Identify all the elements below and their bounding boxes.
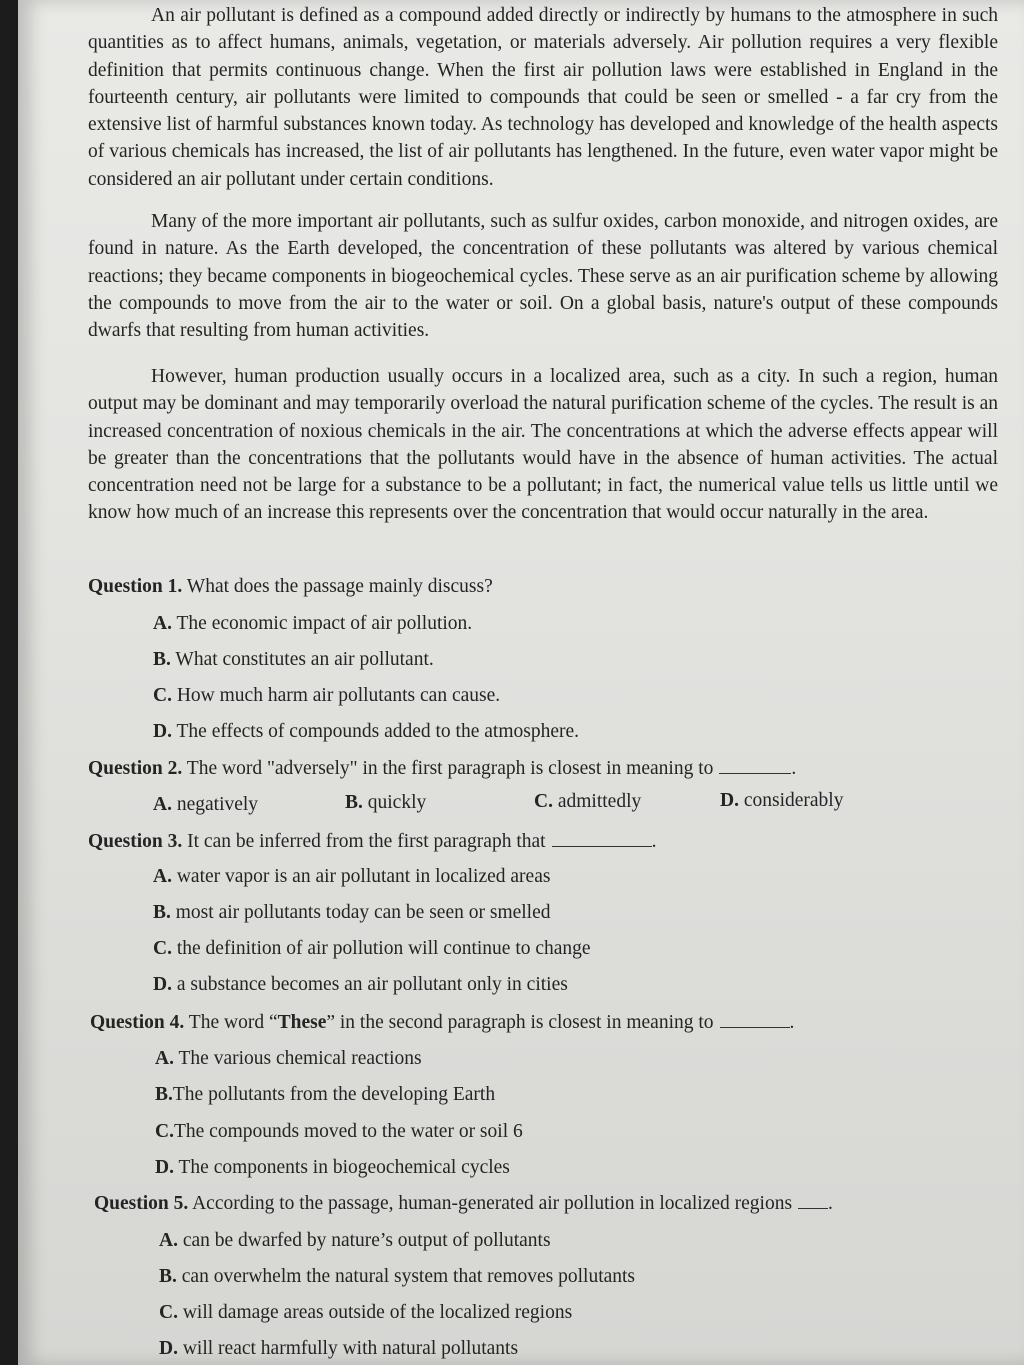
option-d[interactable] (153, 974, 568, 996)
question-end: . (791, 758, 797, 779)
option-letter: D. (153, 974, 172, 995)
answer-blank[interactable] (720, 1011, 790, 1028)
question-stem (94, 1192, 833, 1215)
option-letter: A. (153, 794, 172, 815)
option-letter: A. (155, 1048, 174, 1069)
option-c[interactable] (155, 1121, 523, 1143)
option-c[interactable] (534, 791, 641, 813)
passage-paragraph-1: An air pollutant is defined as a compound added directly or indirectly by humans to the atmosphere in such quantities as to affect humans, animals, vegetation, or materials adversely. Air pollution requires a very flexible definition that permits continuous change. When the first air pollution laws were established in England in the fourteenth century, air pollutants were limited to compounds that could be seen or smelled - a far cry from the extensive list of harmful substances known today. As technology has developed and knowledge of the health aspects of various chemicals has increased, the list of air pollutants has lengthened. In the future, even water vapor might be considered an air pollutant under certain conditions. (88, 5, 998, 190)
option-letter: A. (153, 866, 172, 887)
question-label: Question 3. (88, 831, 183, 852)
question-label: Question 4. (90, 1012, 185, 1033)
question-stem (88, 830, 656, 853)
option-text: can overwhelm the natural system that removes pollutants (181, 1266, 636, 1287)
option-text: How much harm air pollutants can cause. (176, 685, 501, 706)
option-b[interactable] (345, 792, 426, 814)
question-end: . (651, 831, 657, 852)
option-b[interactable] (153, 902, 551, 924)
question-text: What does the passage mainly discuss? (186, 576, 493, 597)
option-letter: C. (153, 938, 172, 959)
option-text: The various chemical reactions (178, 1048, 422, 1069)
question-text-pre: The word “ (188, 1012, 278, 1033)
question-text: According to the passage, human-generated air pollution in localized regions (192, 1193, 793, 1214)
option-c[interactable] (153, 685, 500, 707)
option-text: The compounds moved to the water or soil 6 (173, 1121, 523, 1142)
option-a[interactable] (159, 1230, 551, 1252)
option-text: water vapor is an air pollutant in localized areas (176, 866, 551, 887)
option-text: The components in biogeochemical cycles (178, 1157, 510, 1178)
option-text: The pollutants from the developing Earth (172, 1084, 496, 1105)
option-d[interactable] (155, 1157, 510, 1179)
option-letter: A. (159, 1230, 178, 1251)
option-c[interactable] (153, 938, 591, 960)
option-text: The effects of compounds added to the atmosphere. (176, 721, 580, 742)
option-text: quickly (367, 792, 427, 813)
option-letter: D. (720, 790, 739, 811)
option-b[interactable] (155, 1084, 495, 1106)
option-b[interactable] (159, 1266, 635, 1288)
question-end: . (828, 1193, 833, 1214)
option-text: the definition of air pollution will continue to change (176, 938, 591, 959)
answer-blank[interactable] (798, 1192, 828, 1209)
option-text: most air pollutants today can be seen or smelled (175, 902, 551, 923)
question-text: It can be inferred from the first paragraph that (187, 831, 546, 852)
option-letter: B. (153, 649, 171, 670)
option-text: considerably (743, 790, 844, 811)
option-text: will react harmfully with natural pollutants (182, 1338, 519, 1359)
question-label: Question 2. (88, 758, 183, 779)
question-text-post: ” in the second paragraph is closest in meaning to (326, 1012, 714, 1033)
option-d[interactable] (720, 790, 843, 812)
option-a[interactable] (153, 794, 258, 816)
option-a[interactable] (153, 613, 472, 635)
option-text: can be dwarfed by nature’s output of pollutants (182, 1230, 551, 1251)
question-stem (88, 576, 493, 598)
question-end: . (789, 1012, 795, 1033)
option-letter: C. (534, 791, 553, 812)
option-text: will damage areas outside of the localized regions (182, 1302, 573, 1323)
option-text: What constitutes an air pollutant. (175, 649, 434, 670)
option-a[interactable] (155, 1048, 422, 1070)
answer-blank[interactable] (719, 757, 791, 774)
option-d[interactable] (159, 1338, 518, 1360)
option-letter: D. (159, 1338, 178, 1359)
option-letter: B. (159, 1266, 177, 1287)
option-text: negatively (176, 794, 259, 815)
option-letter: D. (153, 721, 172, 742)
option-text: admittedly (557, 791, 642, 812)
question-stem (90, 1011, 794, 1034)
option-letter: B. (155, 1084, 173, 1105)
question-text: The word "adversely" in the first paragraph is closest in meaning to (186, 758, 714, 779)
option-text: a substance becomes an air pollutant only in cities (176, 974, 568, 995)
option-letter: B. (345, 792, 363, 813)
option-letter: A. (153, 613, 172, 634)
option-b[interactable] (153, 649, 434, 671)
option-d[interactable] (153, 721, 579, 743)
passage-paragraph-3: However, human production usually occurs in a localized area, such as a city. In such a region, human output may be dominant and may temporarily overload the natural purification scheme of the cycles. The result is an increased concentration of noxious chemicals in the air. The concentrations at which the adverse effects appear will be greater than the concentrations that the pollutants would have in the absence of human activities. The actual concentration need not be large for a substance to be a pollutant; in fact, the numerical value tells us little until we know how much of an increase this represents over the concentration that would occur naturally in the area. (88, 366, 998, 524)
option-letter: B. (153, 902, 171, 923)
option-a[interactable] (153, 866, 550, 888)
option-c[interactable] (159, 1302, 572, 1324)
option-letter: C. (159, 1302, 178, 1323)
option-letter: C. (153, 685, 172, 706)
passage-paragraph-2: Many of the more important air pollutants, such as sulfur oxides, carbon monoxide, and nitrogen oxides, are found in nature. As the Earth developed, the concentration of these pollutants was altered by various chemical reactions; they became components in biogeochemical cycles. These serve as an air purification scheme by allowing the compounds to move from the air to the water or soil. On a global basis, nature's output of these compounds dwarfs that resulting from human activities. (88, 211, 998, 342)
question-label: Question 5. (94, 1193, 189, 1214)
exam-page (18, 0, 1024, 1365)
option-letter: D. (155, 1157, 174, 1178)
question-keyword: These (277, 1012, 327, 1033)
option-letter: C. (155, 1121, 174, 1142)
question-label: Question 1. (88, 576, 183, 597)
option-text: The economic impact of air pollution. (176, 613, 473, 634)
answer-blank[interactable] (552, 830, 652, 847)
question-stem (88, 757, 796, 780)
